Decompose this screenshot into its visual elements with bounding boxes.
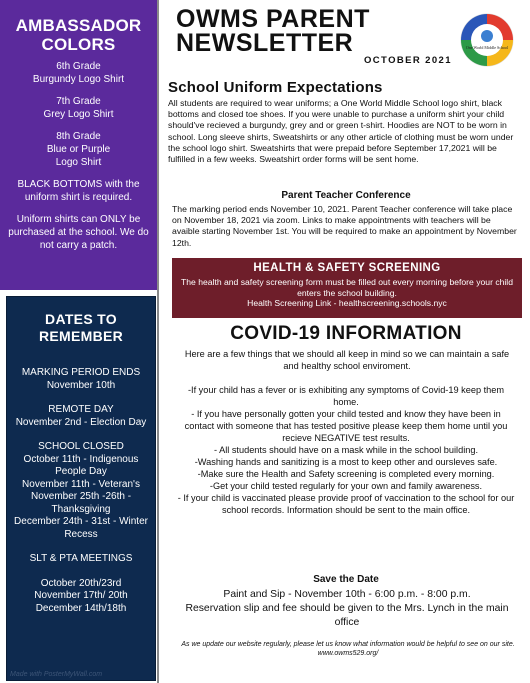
date-heading: MARKING PERIOD ENDS <box>21 367 141 378</box>
dates-to-remember-title: DATES TO REMEMBER <box>38 311 124 344</box>
date-item: December 24th - 31st - Winter Recess <box>14 516 148 540</box>
date-item: November 10th <box>46 379 116 391</box>
date-item: November 2nd - Election Day <box>15 416 147 428</box>
postermywall-watermark: Made with PosterMyWall.com <box>10 671 103 678</box>
dates-to-remember-box <box>6 296 156 681</box>
newsletter-title-line2: NEWSLETTER <box>176 29 354 57</box>
health-screening-banner <box>172 258 522 318</box>
health-screening-body <box>172 277 522 309</box>
date-heading: SCHOOL CLOSED <box>38 441 124 452</box>
black-bottoms-note: BLACK BOTTOMS with the uniform shirt is required. <box>17 179 140 203</box>
ptc-section-title: Parent Teacher Conference <box>281 190 411 201</box>
date-item: October 20th/23rd <box>40 577 122 589</box>
date-heading: SLT & PTA MEETINGS <box>29 553 133 564</box>
grade-label: 8th Grade <box>56 131 101 142</box>
date-item: October 11th - Indigenous People Day <box>23 453 139 477</box>
save-the-date-event: Paint and Sip - November 10th - 6:00 p.m. - 8:00 p.m. <box>223 589 471 600</box>
date-heading: REMOTE DAY <box>48 404 114 415</box>
grade-label: 7th Grade <box>56 96 101 107</box>
grade-7-colors <box>0 95 157 121</box>
covid-intro: Here are a few things that we should all keep in mind so we can maintain a safe and healthy school enviroment. <box>184 349 510 371</box>
covid-item: -Make sure the Health and Safety screening is completed every morning. <box>197 469 495 479</box>
uniform-section-title: School Uniform Expectations <box>168 79 383 96</box>
date-item: November 25th -26th - Thanksgiving <box>30 491 132 515</box>
website-footer-note: As we update our website regularly, please let us know what information would be helpful to see on our site. www.owms529.org/ <box>181 641 515 657</box>
grade-shirt: Grey Logo Shirt <box>43 109 114 120</box>
covid-item: - If you have personally gotten your child tested and know they have been in contact with someone that has tested positive please keep them home until you recieve NEGATIVE test results. <box>184 409 508 443</box>
covid-section-title: COVID-19 INFORMATION <box>230 323 462 344</box>
grade-shirt: Logo Shirt <box>55 157 102 168</box>
grade-label: 6th Grade <box>56 61 101 72</box>
save-the-date-note: Reservation slip and fee should be given to the Mrs. Lynch in the main office <box>185 603 509 628</box>
health-screening-text: The health and safety screening form must be filled out every morning before your child enters the school building. <box>181 277 513 298</box>
covid-item: -Washing hands and sanitizing is a most to keep other and oursleves safe. <box>194 457 498 467</box>
newsletter-title-line1: OWMS PARENT <box>176 5 370 33</box>
marking-period-dates <box>7 367 155 392</box>
grade-6-colors <box>0 60 157 86</box>
logo-text: One World Middle School <box>465 45 509 50</box>
covid-item: - If your child is vaccinated please provide proof of vaccination to the school for our school records. Information should be sent to the main office. <box>177 493 515 515</box>
covid-item: - All students should have on a mask while in the school building. <box>213 445 479 455</box>
covid-guidelines <box>176 384 516 516</box>
date-item: November 11th - Veteran's <box>22 478 140 490</box>
remote-day-dates <box>7 404 155 429</box>
masthead <box>176 7 456 55</box>
covid-item: -If your child has a fever or is exhibiting any symptoms of Covid-19 keep them home. <box>187 385 505 407</box>
date-item: November 17th/ 20th <box>34 590 128 601</box>
meetings-heading-block <box>7 553 155 566</box>
school-logo-icon <box>459 12 515 68</box>
newsletter-date: OCTOBER 2021 <box>364 55 452 66</box>
grade-shirt: Burgundy Logo Shirt <box>32 74 125 85</box>
ambassador-colors-panel <box>0 0 159 290</box>
health-screening-title: HEALTH & SAFETY SCREENING <box>253 262 441 274</box>
date-item: December 14th/18th <box>35 602 127 614</box>
newsletter-main <box>162 0 530 683</box>
dates-panel <box>0 290 159 683</box>
covid-item: -Get your child tested regularly for your own and family awareness. <box>209 481 483 491</box>
meeting-dates <box>7 578 155 616</box>
save-the-date-body <box>172 588 522 630</box>
ptc-section-body: The marking period ends November 10, 2021. Parent Teacher conference will take place on November 18, 2021 via zoom. Links to make appointments with teachers will be avaible starting November 1st. You will be required to make an appointment by November 12th. <box>172 204 517 248</box>
save-the-date-title: Save the Date <box>313 574 379 585</box>
school-closed-dates <box>7 441 155 541</box>
ambassador-colors-title: AMBASSADOR COLORS <box>15 16 142 54</box>
purchase-note: Uniform shirts can ONLY be purchased at the school. We do not carry a patch. <box>8 214 149 251</box>
grade-shirt: Blue or Purple <box>46 144 111 155</box>
health-screening-link[interactable]: Health Screening Link - healthscreening.schools.nyc <box>247 298 447 308</box>
grade-8-colors <box>0 130 157 169</box>
uniform-section-body: All students are required to wear uniforms; a One World Middle School logo shirt, black bottoms and closed toe shoes. If you were unable to purchase a uniform shirt your child should've recieved a burgundy, grey and or green t-shirt. Hoodies are NOT to be worn in school. Long sleeve shirts, Sweatshirts or any other article of clothing must be worn under the school logo shirt. Sweatshirts that were prepaid before September 17,2021 will be fulfilled in a few weeks. Sweatshirt order forms will be sent home. <box>168 98 514 165</box>
